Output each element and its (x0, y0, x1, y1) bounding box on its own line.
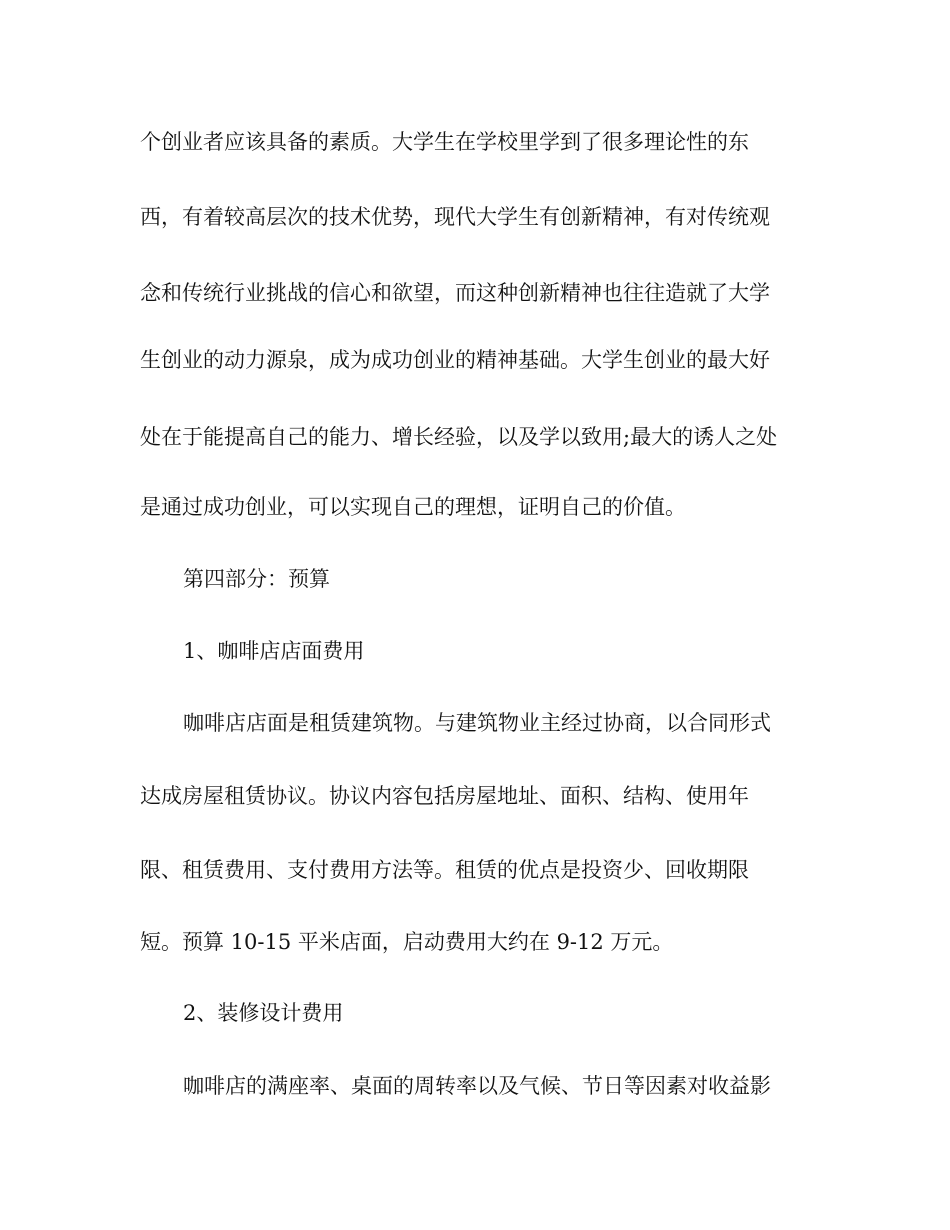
section-heading: 第四部分：预算 (183, 567, 330, 591)
body-text-line: 短。预算 10-15 平米店面，启动费用大约在 9-12 万元。 (140, 930, 674, 954)
body-text-line: 限、租赁费用、支付费用方法等。租赁的优点是投资少、回收期限 (140, 858, 749, 882)
body-text-line: 咖啡店店面是租赁建筑物。与建筑物业主经过协商，以合同形式 (183, 711, 771, 735)
body-text-line: 西，有着较高层次的技术优势，现代大学生有创新精神，有对传统观 (140, 205, 770, 229)
body-text-line: 是通过成功创业，可以实现自己的理想，证明自己的价值。 (140, 495, 686, 519)
body-text-line: 咖啡店的满座率、桌面的周转率以及气候、节日等因素对收益影 (183, 1074, 771, 1098)
body-text-line: 处在于能提高自己的能力、增长经验，以及学以致用;最大的诱人之处 (140, 425, 778, 449)
body-text-line: 念和传统行业挑战的信心和欲望，而这种创新精神也往往造就了大学 (140, 281, 770, 305)
body-text-line: 达成房屋租赁协议。协议内容包括房屋地址、面积、结构、使用年 (140, 784, 749, 808)
body-text-line: 个创业者应该具备的素质。大学生在学校里学到了很多理论性的东 (140, 130, 749, 154)
subsection-heading: 2、装修设计费用 (183, 1001, 344, 1025)
subsection-heading: 1、咖啡店店面费用 (183, 639, 365, 663)
body-text-line: 生创业的动力源泉，成为成功创业的精神基础。大学生创业的最大好 (140, 348, 770, 372)
